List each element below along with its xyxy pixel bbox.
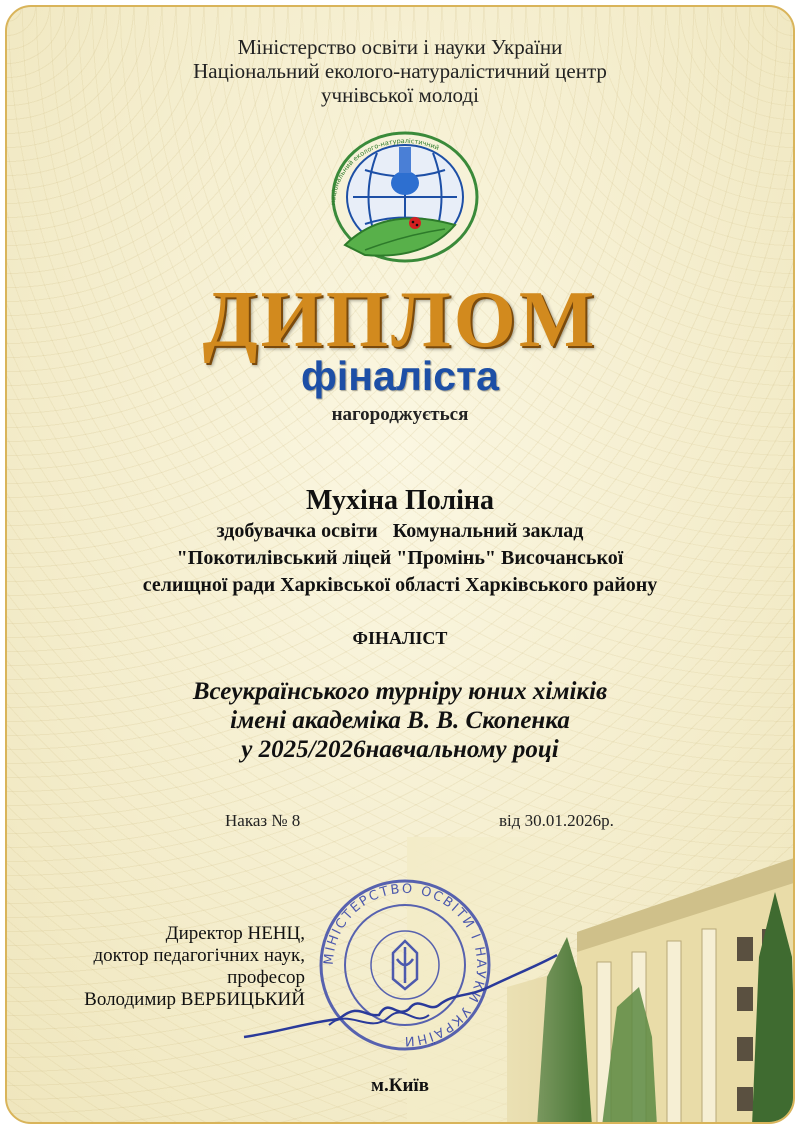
- event-name: [7, 677, 793, 764]
- order-date: від 30.01.2026р.: [499, 811, 614, 830]
- logo-ring-text: національний еколого-натуралістичний: [328, 136, 441, 206]
- school-line-1: здобувачка освіти Комунальний заклад: [216, 520, 584, 542]
- signer-title: професор: [227, 967, 305, 988]
- signer-block: [37, 923, 305, 1011]
- school-line-3: селищної ради Харківської області Харківського району: [142, 574, 658, 596]
- signer-degree: доктор педагогічних наук,: [93, 945, 305, 966]
- diploma-title: ДИПЛОМ: [202, 276, 598, 364]
- stamp-outer-text: МІНІСТЕРСТВО ОСВІТИ І НАУКИ УКРАЇНИ: [321, 881, 489, 1049]
- signer-name: Володимир ВЕРБИЦЬКИЙ: [84, 989, 305, 1010]
- diploma-page: [5, 5, 795, 1124]
- ministry-name: Міністерство освіти і науки України: [237, 35, 563, 59]
- recipient-name: Мухіна Поліна: [305, 485, 494, 516]
- event-line-3: у 2025/2026навчальному році: [241, 736, 559, 763]
- order-number: Наказ № 8: [225, 811, 301, 830]
- ecological-center-logo-icon: [305, 125, 505, 265]
- city-label: м.Київ: [371, 1075, 429, 1096]
- status-label: ФІНАЛІСТ: [352, 628, 448, 648]
- awarded-label: нагороджується: [331, 404, 469, 425]
- center-name-cont: учнівської молоді: [321, 83, 479, 107]
- school-line-2: "Покотилівський ліцей "Промінь" Височанської: [176, 547, 624, 569]
- signer-position: Директор НЕНЦ,: [165, 923, 305, 944]
- center-name: Національний еколого-натуралістичний центр: [193, 59, 607, 83]
- event-line-1: Всеукраїнського турніру юних хіміків: [192, 678, 608, 705]
- diploma-subtitle: фіналіста: [301, 353, 499, 399]
- issuer-header: [7, 35, 793, 107]
- event-line-2: імені академіка В. В. Скопенка: [230, 707, 570, 734]
- recipient-school: [7, 518, 793, 599]
